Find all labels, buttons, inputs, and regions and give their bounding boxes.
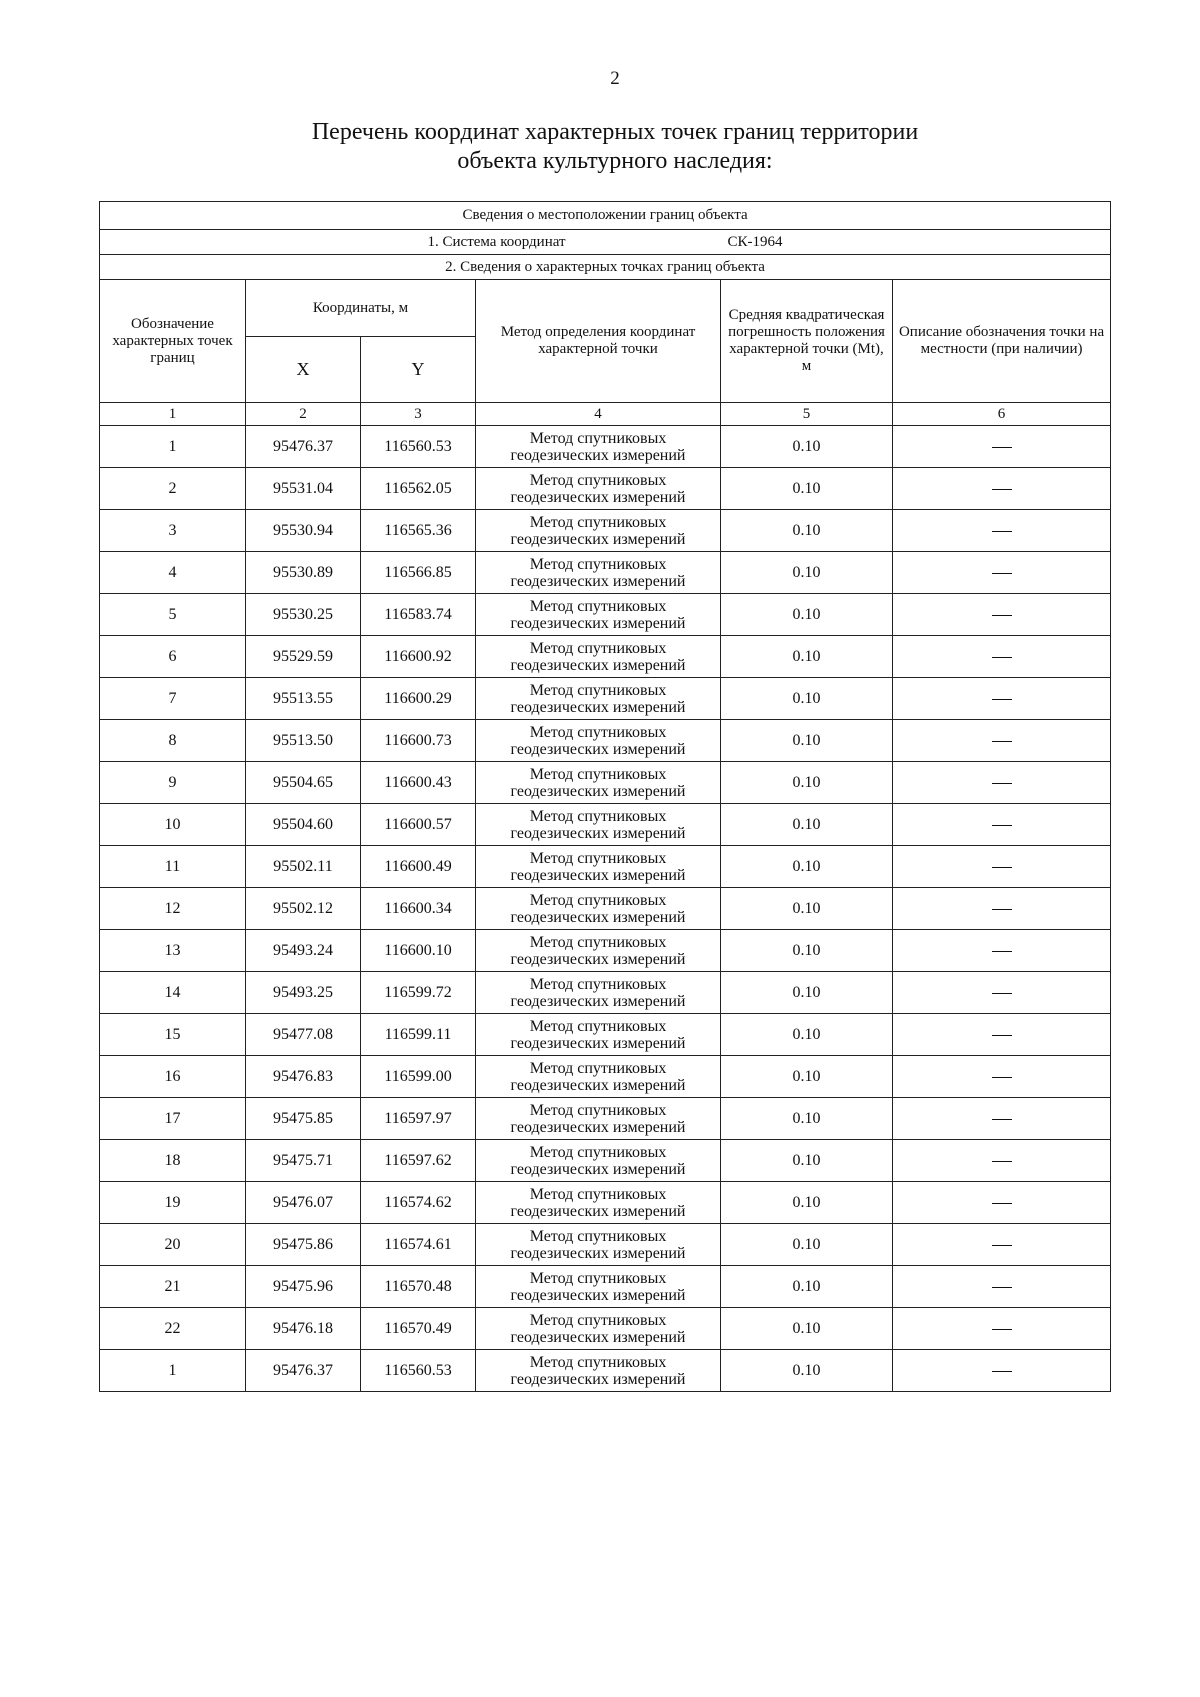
y-coordinate-cell: 116570.49: [361, 1308, 476, 1350]
x-coordinate-cell: 95476.37: [246, 426, 361, 468]
error-cell: 0.10: [721, 972, 893, 1014]
y-coordinate-cell: 116599.11: [361, 1014, 476, 1056]
x-coordinate-cell: 95476.37: [246, 1350, 361, 1392]
table-row: [100, 678, 1111, 720]
x-coordinate-cell: 95531.04: [246, 468, 361, 510]
method-line-2: геодезических измерений: [510, 1160, 686, 1178]
method-cell: [476, 1056, 721, 1098]
dash-mark: [992, 825, 1012, 826]
header-x: X: [246, 337, 361, 403]
error-cell: 0.10: [721, 804, 893, 846]
table-row: [100, 1308, 1111, 1350]
y-coordinate-cell: 116570.48: [361, 1266, 476, 1308]
y-coordinate-cell: 116600.49: [361, 846, 476, 888]
method-line-2: геодезических измерений: [510, 530, 686, 548]
description-cell: [893, 804, 1111, 846]
point-number-cell: 9: [100, 762, 246, 804]
method-cell: [476, 678, 721, 720]
error-cell: 0.10: [721, 594, 893, 636]
method-cell: [476, 426, 721, 468]
point-number-cell: 2: [100, 468, 246, 510]
method-line-1: Метод спутниковых: [529, 723, 667, 741]
method-cell: [476, 972, 721, 1014]
y-coordinate-cell: 116600.57: [361, 804, 476, 846]
point-number-cell: 13: [100, 930, 246, 972]
dash-mark: [992, 951, 1012, 952]
method-cell: [476, 510, 721, 552]
method-cell: [476, 804, 721, 846]
x-coordinate-cell: 95502.12: [246, 888, 361, 930]
method-line-2: геодезических измерений: [510, 1076, 686, 1094]
table-row: [100, 1098, 1111, 1140]
y-coordinate-cell: 116600.73: [361, 720, 476, 762]
coord-system-label: 1. Система координат: [427, 233, 566, 250]
method-line-1: Метод спутниковых: [529, 1227, 667, 1245]
error-cell: 0.10: [721, 468, 893, 510]
method-line-2: геодезических измерений: [510, 1118, 686, 1136]
point-number-cell: 10: [100, 804, 246, 846]
dash-mark: [992, 1077, 1012, 1078]
method-cell: [476, 636, 721, 678]
method-cell: [476, 1098, 721, 1140]
description-cell: [893, 426, 1111, 468]
error-cell: 0.10: [721, 678, 893, 720]
y-coordinate-cell: 116597.97: [361, 1098, 476, 1140]
table-row: [100, 846, 1111, 888]
dash-mark: [992, 783, 1012, 784]
method-line-1: Метод спутниковых: [529, 1059, 667, 1077]
method-line-1: Метод спутниковых: [529, 1353, 667, 1371]
method-line-1: Метод спутниковых: [529, 1185, 667, 1203]
method-line-1: Метод спутниковых: [529, 765, 667, 783]
y-coordinate-cell: 116560.53: [361, 426, 476, 468]
header-y: Y: [361, 337, 476, 403]
page-number: 2: [610, 68, 620, 89]
y-coordinate-cell: 116574.61: [361, 1224, 476, 1266]
method-line-1: Метод спутниковых: [529, 1311, 667, 1329]
description-cell: [893, 1266, 1111, 1308]
point-number-cell: 3: [100, 510, 246, 552]
method-line-2: геодезических измерений: [510, 572, 686, 590]
description-cell: [893, 720, 1111, 762]
description-cell: [893, 1014, 1111, 1056]
point-number-cell: 20: [100, 1224, 246, 1266]
y-coordinate-cell: 116600.29: [361, 678, 476, 720]
method-cell: [476, 1140, 721, 1182]
table-row: [100, 594, 1111, 636]
column-number: 2: [246, 403, 361, 426]
section-header: Сведения о местоположении границ объекта: [100, 202, 1111, 230]
table-row: [100, 636, 1111, 678]
method-cell: [476, 1014, 721, 1056]
table-row: [100, 510, 1111, 552]
x-coordinate-cell: 95476.83: [246, 1056, 361, 1098]
method-cell: [476, 1308, 721, 1350]
dash-mark: [992, 1371, 1012, 1372]
point-number-cell: 1: [100, 1350, 246, 1392]
error-cell: 0.10: [721, 1140, 893, 1182]
table-row: [100, 1014, 1111, 1056]
point-number-cell: 7: [100, 678, 246, 720]
dash-mark: [992, 531, 1012, 532]
table-row: [100, 1182, 1111, 1224]
point-number-cell: 16: [100, 1056, 246, 1098]
point-number-cell: 6: [100, 636, 246, 678]
method-line-1: Метод спутниковых: [529, 891, 667, 909]
y-coordinate-cell: 116600.34: [361, 888, 476, 930]
x-coordinate-cell: 95513.55: [246, 678, 361, 720]
error-cell: 0.10: [721, 888, 893, 930]
method-line-2: геодезических измерений: [510, 698, 686, 716]
header-description: Описание обозначения точки на местности (при наличии): [893, 280, 1111, 403]
dash-mark: [992, 1245, 1012, 1246]
dash-mark: [992, 699, 1012, 700]
dash-mark: [992, 615, 1012, 616]
table-row: [100, 972, 1111, 1014]
method-line-2: геодезических измерений: [510, 950, 686, 968]
x-coordinate-cell: 95493.25: [246, 972, 361, 1014]
coordinates-table: [99, 201, 1111, 1392]
description-cell: [893, 930, 1111, 972]
description-cell: [893, 762, 1111, 804]
x-coordinate-cell: 95530.94: [246, 510, 361, 552]
header-error: Средняя квадратическая погрешность положения характерной точки (Mt), м: [721, 280, 893, 403]
method-line-2: геодезических измерений: [510, 824, 686, 842]
error-cell: 0.10: [721, 1098, 893, 1140]
error-cell: 0.10: [721, 1266, 893, 1308]
method-line-1: Метод спутниковых: [529, 513, 667, 531]
column-number-row: [100, 403, 1111, 426]
error-cell: 0.10: [721, 1014, 893, 1056]
table-row: [100, 1224, 1111, 1266]
x-coordinate-cell: 95493.24: [246, 930, 361, 972]
method-line-1: Метод спутниковых: [529, 471, 667, 489]
table-row: [100, 1140, 1111, 1182]
method-line-1: Метод спутниковых: [529, 849, 667, 867]
description-cell: [893, 972, 1111, 1014]
description-cell: [893, 1182, 1111, 1224]
table-row: [100, 804, 1111, 846]
x-coordinate-cell: 95530.89: [246, 552, 361, 594]
column-number: 3: [361, 403, 476, 426]
method-cell: [476, 594, 721, 636]
y-coordinate-cell: 116599.00: [361, 1056, 476, 1098]
method-line-1: Метод спутниковых: [529, 807, 667, 825]
x-coordinate-cell: 95529.59: [246, 636, 361, 678]
description-cell: [893, 888, 1111, 930]
column-number: 1: [100, 403, 246, 426]
description-cell: [893, 510, 1111, 552]
dash-mark: [992, 1161, 1012, 1162]
method-cell: [476, 1182, 721, 1224]
table-row: [100, 1056, 1111, 1098]
description-cell: [893, 678, 1111, 720]
x-coordinate-cell: 95475.86: [246, 1224, 361, 1266]
point-number-cell: 22: [100, 1308, 246, 1350]
error-cell: 0.10: [721, 1308, 893, 1350]
method-cell: [476, 888, 721, 930]
coord-system-row: [100, 230, 1111, 255]
point-number-cell: 19: [100, 1182, 246, 1224]
x-coordinate-cell: 95504.65: [246, 762, 361, 804]
method-cell: [476, 468, 721, 510]
error-cell: 0.10: [721, 720, 893, 762]
dash-mark: [992, 993, 1012, 994]
method-line-2: геодезических измерений: [510, 1286, 686, 1304]
column-number: 6: [893, 403, 1111, 426]
title-line-2: объекта культурного наследия:: [457, 148, 773, 174]
method-line-2: геодезических измерений: [510, 740, 686, 758]
table-row: [100, 468, 1111, 510]
dash-mark: [992, 1035, 1012, 1036]
method-cell: [476, 1350, 721, 1392]
coord-system-value: СК-1964: [727, 233, 783, 250]
column-number: 5: [721, 403, 893, 426]
y-coordinate-cell: 116574.62: [361, 1182, 476, 1224]
y-coordinate-cell: 116565.36: [361, 510, 476, 552]
table-row: [100, 888, 1111, 930]
method-cell: [476, 1224, 721, 1266]
method-line-2: геодезических измерений: [510, 908, 686, 926]
method-line-1: Метод спутниковых: [529, 597, 667, 615]
point-number-cell: 8: [100, 720, 246, 762]
header-method: Метод определения координат характерной точки: [476, 280, 721, 403]
method-line-1: Метод спутниковых: [529, 1101, 667, 1119]
method-line-2: геодезических измерений: [510, 1370, 686, 1388]
table-row: [100, 930, 1111, 972]
x-coordinate-cell: 95475.85: [246, 1098, 361, 1140]
dash-mark: [992, 1203, 1012, 1204]
y-coordinate-cell: 116597.62: [361, 1140, 476, 1182]
error-cell: 0.10: [721, 762, 893, 804]
point-number-cell: 17: [100, 1098, 246, 1140]
method-line-1: Метод спутниковых: [529, 639, 667, 657]
x-coordinate-cell: 95476.07: [246, 1182, 361, 1224]
y-coordinate-cell: 116566.85: [361, 552, 476, 594]
error-cell: 0.10: [721, 1056, 893, 1098]
method-line-2: геодезических измерений: [510, 1034, 686, 1052]
description-cell: [893, 468, 1111, 510]
title-line-1: Перечень координат характерных точек границ территории: [311, 119, 919, 145]
point-number-cell: 1: [100, 426, 246, 468]
table-row: [100, 426, 1111, 468]
description-cell: [893, 1098, 1111, 1140]
x-coordinate-cell: 95475.96: [246, 1266, 361, 1308]
point-number-cell: 21: [100, 1266, 246, 1308]
point-number-cell: 4: [100, 552, 246, 594]
method-line-1: Метод спутниковых: [529, 1269, 667, 1287]
dash-mark: [992, 489, 1012, 490]
description-cell: [893, 1056, 1111, 1098]
dash-mark: [992, 909, 1012, 910]
error-cell: 0.10: [721, 510, 893, 552]
method-line-2: геодезических измерений: [510, 614, 686, 632]
method-cell: [476, 1266, 721, 1308]
table-row: [100, 1350, 1111, 1392]
header-coordinates: Координаты, м: [246, 280, 476, 337]
method-cell: [476, 720, 721, 762]
description-cell: [893, 846, 1111, 888]
x-coordinate-cell: 95530.25: [246, 594, 361, 636]
description-cell: [893, 594, 1111, 636]
method-cell: [476, 552, 721, 594]
table-row: [100, 552, 1111, 594]
error-cell: 0.10: [721, 846, 893, 888]
dash-mark: [992, 741, 1012, 742]
dash-mark: [992, 1329, 1012, 1330]
point-number-cell: 14: [100, 972, 246, 1014]
method-cell: [476, 930, 721, 972]
document-title: [0, 118, 1200, 176]
method-line-2: геодезических измерений: [510, 782, 686, 800]
point-number-cell: 11: [100, 846, 246, 888]
description-cell: [893, 1140, 1111, 1182]
y-coordinate-cell: 116560.53: [361, 1350, 476, 1392]
x-coordinate-cell: 95504.60: [246, 804, 361, 846]
x-coordinate-cell: 95502.11: [246, 846, 361, 888]
point-number-cell: 15: [100, 1014, 246, 1056]
x-coordinate-cell: 95513.50: [246, 720, 361, 762]
dash-mark: [992, 1287, 1012, 1288]
method-line-1: Метод спутниковых: [529, 1017, 667, 1035]
method-line-2: геодезических измерений: [510, 1328, 686, 1346]
error-cell: 0.10: [721, 636, 893, 678]
column-number: 4: [476, 403, 721, 426]
point-number-cell: 5: [100, 594, 246, 636]
y-coordinate-cell: 116600.92: [361, 636, 476, 678]
y-coordinate-cell: 116583.74: [361, 594, 476, 636]
description-cell: [893, 1350, 1111, 1392]
description-cell: [893, 1308, 1111, 1350]
table-row: [100, 1266, 1111, 1308]
method-line-2: геодезических измерений: [510, 1202, 686, 1220]
header-point-designation: Обозначение характерных точек границ: [100, 280, 246, 403]
point-number-cell: 12: [100, 888, 246, 930]
error-cell: 0.10: [721, 1182, 893, 1224]
method-line-2: геодезических измерений: [510, 488, 686, 506]
point-number-cell: 18: [100, 1140, 246, 1182]
table-row: [100, 762, 1111, 804]
description-cell: [893, 1224, 1111, 1266]
method-cell: [476, 846, 721, 888]
points-header: 2. Сведения о характерных точках границ объекта: [100, 255, 1111, 280]
dash-mark: [992, 447, 1012, 448]
error-cell: 0.10: [721, 930, 893, 972]
error-cell: 0.10: [721, 426, 893, 468]
dash-mark: [992, 867, 1012, 868]
method-line-1: Метод спутниковых: [529, 1143, 667, 1161]
x-coordinate-cell: 95477.08: [246, 1014, 361, 1056]
method-line-1: Метод спутниковых: [529, 681, 667, 699]
dash-mark: [992, 573, 1012, 574]
method-cell: [476, 762, 721, 804]
method-line-2: геодезических измерений: [510, 866, 686, 884]
y-coordinate-cell: 116600.43: [361, 762, 476, 804]
error-cell: 0.10: [721, 1224, 893, 1266]
method-line-2: геодезических измерений: [510, 1244, 686, 1262]
error-cell: 0.10: [721, 1350, 893, 1392]
method-line-2: геодезических измерений: [510, 446, 686, 464]
table-row: [100, 720, 1111, 762]
method-line-2: геодезических измерений: [510, 656, 686, 674]
error-cell: 0.10: [721, 552, 893, 594]
x-coordinate-cell: 95475.71: [246, 1140, 361, 1182]
description-cell: [893, 636, 1111, 678]
method-line-1: Метод спутниковых: [529, 555, 667, 573]
y-coordinate-cell: 116599.72: [361, 972, 476, 1014]
dash-mark: [992, 657, 1012, 658]
y-coordinate-cell: 116600.10: [361, 930, 476, 972]
method-line-2: геодезических измерений: [510, 992, 686, 1010]
x-coordinate-cell: 95476.18: [246, 1308, 361, 1350]
description-cell: [893, 552, 1111, 594]
method-line-1: Метод спутниковых: [529, 975, 667, 993]
dash-mark: [992, 1119, 1012, 1120]
method-line-1: Метод спутниковых: [529, 933, 667, 951]
y-coordinate-cell: 116562.05: [361, 468, 476, 510]
method-line-1: Метод спутниковых: [529, 429, 667, 447]
